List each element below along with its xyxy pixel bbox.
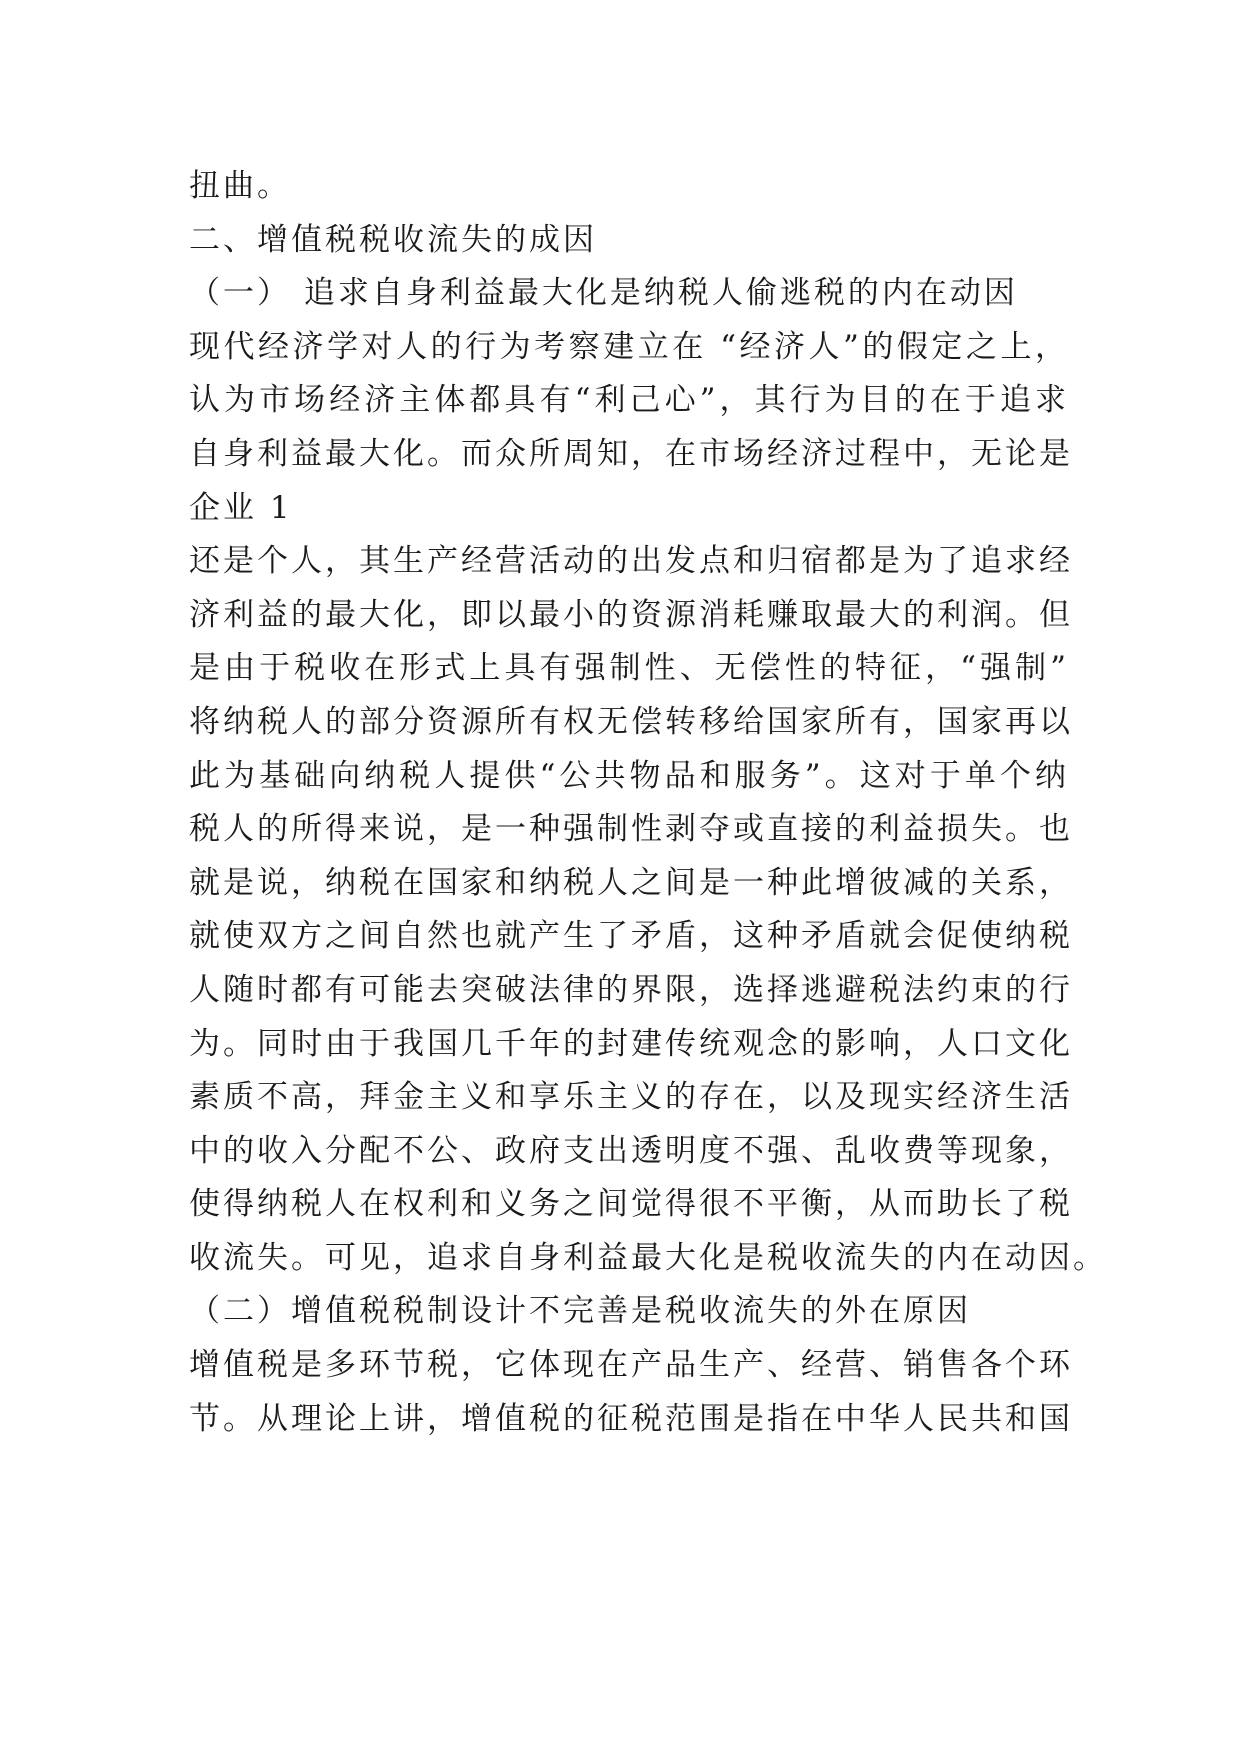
text-line: 将纳税人的部分资源所有权无偿转移给国家所有，国家再以	[189, 703, 1073, 740]
text-line: 认为市场经济主体都具有“利己心”，其行为目的在于追求	[189, 382, 1069, 419]
text-line: 是由于税收在形式上具有强制性、无偿性的特征，“强制”	[189, 650, 1069, 687]
text-line: 此为基础向纳税人提供“公共物品和服务”。这对于单个纳	[189, 757, 1069, 794]
text-line: 使得纳税人在权利和义务之间觉得很不平衡，从而助长了税	[189, 1186, 1073, 1223]
text-line: 增值税是多环节税，它体现在产品生产、经营、销售各个环	[189, 1347, 1073, 1384]
text-line: 还是个人，其生产经营活动的出发点和归宿都是为了追求经	[189, 543, 1073, 580]
text-line: 节。从理论上讲，增值税的征税范围是指在中华人民共和国	[189, 1400, 1073, 1437]
text-line: 现代经济学对人的行为考察建立在 “经济人”的假定之上，	[189, 328, 1069, 365]
subsection-heading: （一） 追求自身利益最大化是纳税人偷逃税的内在动因	[189, 275, 1018, 312]
subsection-heading: （二）增值税税制设计不完善是税收流失的外在原因	[189, 1293, 971, 1330]
text-line: 就使双方之间自然也就产生了矛盾，这种矛盾就会促使纳税	[189, 918, 1073, 955]
text-line: 收流失。可见，追求自身利益最大化是税收流失的内在动因。	[189, 1239, 1107, 1276]
text-line: 自身利益最大化。而众所周知，在市场经济过程中，无论是	[189, 435, 1073, 472]
text-line: 素质不高，拜金主义和享乐主义的存在，以及现实经济生活	[189, 1079, 1073, 1116]
text-line: 中的收入分配不公、政府支出透明度不强、乱收费等现象，	[189, 1132, 1073, 1169]
text-line: 就是说，纳税在国家和纳税人之间是一种此增彼减的关系，	[189, 864, 1073, 901]
text-line: 为。同时由于我国几千年的封建传统观念的影响，人口文化	[189, 1025, 1073, 1062]
text-line: 税人的所得来说，是一种强制性剥夺或直接的利益损失。也	[189, 811, 1073, 848]
text-line: 人随时都有可能去突破法律的界限，选择逃避税法约束的行	[189, 971, 1073, 1008]
section-heading: 二、增值税税收流失的成因	[189, 221, 597, 258]
text-line: 济利益的最大化，即以最小的资源消耗赚取最大的利润。但	[189, 596, 1073, 633]
text-line: 扭曲。	[189, 168, 291, 204]
text-line: 企业 1	[189, 489, 293, 526]
document-body	[189, 160, 1107, 1446]
